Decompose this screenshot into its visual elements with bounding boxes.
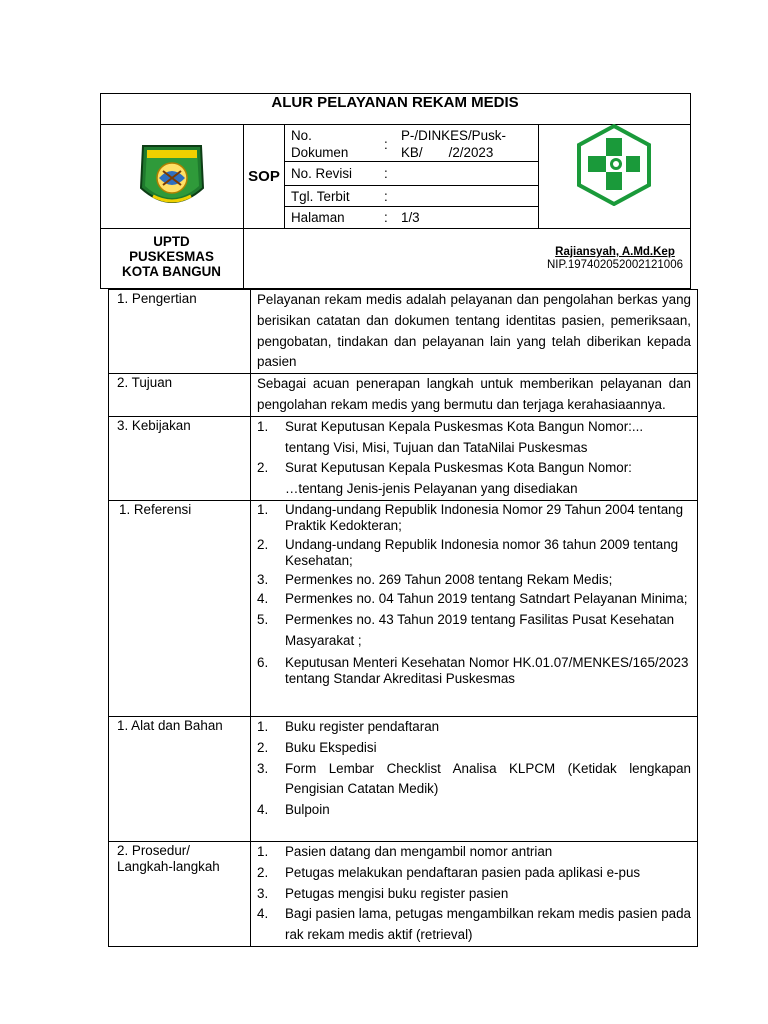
field-value-halaman: 1/3 (401, 210, 420, 225)
list-item: 2. Undang-undang Republik Indonesia nomor 36 tahun 2009 tentang Kesehatan; (257, 536, 679, 568)
list-item: 1. Undang-undang Republik Indonesia Nomor 29 Tahun 2004 tentang Praktik Kedokteran; (257, 501, 684, 533)
org-name-line-1: UPTD (153, 234, 190, 249)
signer-name: Rajiansyah, A.Md.Kep (555, 246, 675, 258)
org-name (100, 234, 243, 279)
field-value-no-dokumen: P-/DINKES/Pusk- KB/ /2/2023 (401, 128, 506, 160)
section-pengertian (109, 290, 698, 374)
list-item: 5. Permenkes no. 43 Tahun 2019 tentang Fasilitas Pusat Kesehatan (257, 611, 675, 627)
list-item: 3. Petugas mengisi buku register pasien (257, 885, 509, 901)
field-label-no-revisi: No. Revisi (291, 166, 353, 181)
list-item: 4. Bulpoin (257, 802, 330, 818)
section-text: Pelayanan rekam medis adalah pelayanan dan pengolahan berkas yang berisikan catatan dan dokumen tentang identitas pasien, pemeriksaan, pengobatan, tindakan dan pelayanan lain yang telah diberikan kepada pasien (257, 292, 691, 370)
org-name-line-2: PUSKESMAS (129, 249, 214, 264)
org-name-line-3: KOTA BANGUN (122, 264, 221, 279)
list-item: 2. Surat Keputusan Kepala Puskesmas Kota Bangun Nomor: (257, 460, 632, 476)
section-alat-bahan (109, 716, 698, 841)
list-item: 2. Buku Ekspedisi (257, 739, 377, 755)
section-label: 1. Alat dan Bahan (109, 716, 251, 841)
list-item: 2. Petugas melakukan pendaftaran pasien pada aplikasi e-pus (257, 864, 641, 880)
section-tujuan (109, 374, 698, 417)
referensi-list (257, 501, 691, 687)
section-text: Sebagai acuan penerapan langkah untuk memberikan pelayanan dan pengolahan rekam medis yang bermutu dan terjaga kerahasiaannya. (257, 376, 691, 412)
list-item: Masyarakat ; (285, 632, 362, 648)
section-referensi (109, 500, 698, 716)
section-label: 2. Tujuan (109, 374, 251, 417)
field-sep-tgl-terbit: : (384, 189, 388, 204)
prosedur-list (257, 842, 691, 946)
list-item: 4. Permenkes no. 04 Tahun 2019 tentang Satndart Pelayanan Minima; (257, 590, 688, 606)
section-kebijakan (109, 416, 698, 500)
section-label: 2. Prosedur/ Langkah-langkah (109, 841, 251, 946)
list-item: 1. Pasien datang dan mengambil nomor antrian (257, 843, 553, 859)
field-sep-no-revisi: : (384, 166, 388, 181)
sop-label: SOP (248, 168, 280, 185)
field-label-tgl-terbit: Tgl. Terbit (291, 189, 350, 204)
alat-bahan-list (257, 717, 691, 821)
regency-emblem-logo (133, 138, 211, 216)
list-item: 1. Buku register pendaftaran (257, 718, 440, 734)
list-item: 6. Keputusan Menteri Kesehatan Nomor HK.01.07/MENKES/165/2023 tentang Standar Akreditasi Puskesmas (257, 654, 689, 686)
list-item: 1. Surat Keputusan Kepala Puskesmas Kota Bangun Nomor:... (257, 418, 644, 434)
section-label: 1. Pengertian (109, 290, 251, 374)
section-label: 1. Referensi (109, 500, 251, 716)
list-item: …tentang Jenis-jenis Pelayanan yang disediakan (285, 481, 578, 497)
signer-nip: NIP.197402052002121006 (546, 259, 683, 271)
list-item: tentang Visi, Misi, Tujuan dan TataNilai Puskesmas (285, 439, 588, 455)
list-item: 3. Form Lembar Checklist Analisa KLPCM (Ketidak lengkapan Pengisian Catatan Medik) (257, 760, 691, 797)
list-item: 4. Bagi pasien lama, petugas mengambilkan rekam medis pasien pada rak rekam medis aktif (retrieval) (257, 906, 691, 943)
field-sep-halaman: : (384, 210, 388, 225)
list-item: 3. Permenkes no. 269 Tahun 2008 tentang Rekam Medis; (257, 571, 613, 587)
sop-content-table (108, 289, 698, 947)
field-sep-no-dokumen: : (384, 137, 388, 152)
field-label-no-dokumen: No. Dokumen (291, 128, 349, 160)
field-label-halaman: Halaman (291, 210, 345, 225)
section-prosedur (109, 841, 698, 946)
document-title: ALUR PELAYANAN REKAM MEDIS (271, 94, 519, 111)
puskesmas-cross-logo (576, 124, 652, 206)
section-label: 3. Kebijakan (109, 416, 251, 500)
kebijakan-list (257, 417, 691, 500)
